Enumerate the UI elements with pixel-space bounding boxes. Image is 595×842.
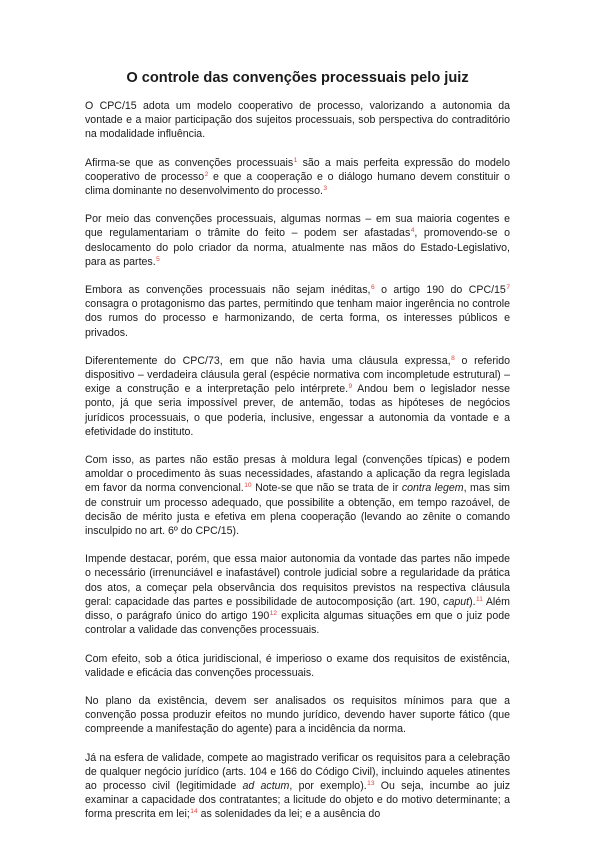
footnote-ref-12[interactable]: 12 <box>269 610 278 618</box>
text-run: são a mais perfeita expressão do modelo cooperativo de processo <box>85 156 511 183</box>
text-run: Andou bem o legislador nesse ponto, já que seria impossível prever, de antemão, todas as hipóteses de negócios jurídicos processuais, o que poderia, inclusive, engessar a autonomia da vontade e a efetividade do instituto. <box>85 383 510 438</box>
paragraph <box>85 652 510 680</box>
text-run: ). <box>469 595 476 608</box>
text-run: Por meio das convenções processuais, algumas normas – em sua maioria cogentes e que regulamentariam o trâmite do feito – podem ser afastadas <box>85 213 510 240</box>
text-run: No plano da existência, devem ser analisados os requisitos mínimos para que a convenção possa produzir efeitos no mundo jurídico, devendo haver suporte fático (que compreende a manifestação do agente) para a incidência da norma. <box>85 694 510 736</box>
paragraph <box>85 694 510 737</box>
text-run: Impende destacar, porém, que essa maior autonomia da vontade das partes não impede o necessário (irrenunciável e inafastável) controle judicial sobre a regularidade da prática dos atos, a começar pela observância dos requisitos previstos na respectiva cláusula geral: capacidade das partes e possibilidade de autocomposição (art. 190, <box>85 553 510 608</box>
footnote-ref-5[interactable]: 5 <box>156 255 160 263</box>
paragraph <box>85 354 510 439</box>
footnote-ref-3[interactable]: 3 <box>323 185 328 193</box>
footnote-ref-2[interactable]: 2 <box>204 170 209 178</box>
paragraph <box>85 99 510 142</box>
text-run: consagra o protagonismo das partes, permitindo que tenham maior ingerência no controle dos rumos do processo e harmonizando, de certa forma, os interesses públicos e privados. <box>85 298 510 339</box>
document-title: O controle das convenções processuais pelo juiz <box>126 70 469 86</box>
paragraph <box>85 156 510 199</box>
text-run: explicita algumas situações em que o juiz pode controlar a validade das convenções processuais. <box>85 610 510 637</box>
footnote-ref-14[interactable]: 14 <box>190 808 198 816</box>
text-run: Com isso, as partes não estão presas à moldura legal (convenções típicas) e podem amoldar o procedimento às suas necessidades, afastando a aplicação da regra legislada em favor da norma convencional. <box>85 454 510 495</box>
italic-term: caput <box>443 595 470 608</box>
footnote-ref-8[interactable]: 8 <box>451 354 455 362</box>
footnote-ref-11[interactable]: 11 <box>476 595 483 603</box>
footnote-ref-9[interactable]: 9 <box>348 383 353 391</box>
text-run: Diferentemente do CPC/73, em que não havia uma cláusula expressa, <box>85 354 451 367</box>
footnote-ref-13[interactable]: 13 <box>367 779 375 787</box>
text-run: Afirma-se que as convenções processuais <box>85 156 294 169</box>
paragraph <box>85 283 510 340</box>
italic-term: ad actum <box>242 779 290 792</box>
text-run: Ou seja, incumbe ao juiz examinar a capacidade dos contratantes; a licitude do objeto e do motivo determinante; a forma prescrita em lei; <box>85 779 511 821</box>
text-run: , por exemplo). <box>289 779 367 792</box>
text-run: as solenidades da lei; e a ausência do <box>197 808 381 821</box>
paragraph <box>85 751 510 822</box>
text-run: Com efeito, sob a ótica juridiscional, é imperioso o exame dos requisitos de existência, validade e eficácia das convenções processuais. <box>85 652 510 679</box>
italic-term: contra legem <box>401 482 464 495</box>
text-run: , promovendo-se o deslocamento do polo criador da norma, atualmente nas mãos do Estado-Legislativo, para as partes. <box>85 227 510 268</box>
text-run: e que a cooperação e o diálogo humano devem constituir o clima dominante no desenvolvimento do processo. <box>85 170 510 198</box>
text-run: , mas sim de construir um processo adequado, que possibilite a obtenção, em tempo razoável, de decisão de mérito justa e efetiva em plena cooperação (levando ao zênite o comando insculpido no art. 6º do CPC/15). <box>85 482 510 538</box>
text-run: o referido dispositivo – verdadeira cláusula geral (espécie normativa com incompletude estrutural) – exige a construção e a interpretação pelo intérprete. <box>85 354 510 396</box>
footnote-ref-1[interactable]: 1 <box>293 156 298 164</box>
document-body <box>85 99 510 836</box>
text-run: Além disso, o parágrafo único do artigo 190 <box>85 595 510 623</box>
footnote-ref-6[interactable]: 6 <box>370 284 375 292</box>
paragraph <box>85 212 510 269</box>
footnote-ref-10[interactable]: 10 <box>244 482 252 490</box>
footnote-ref-4[interactable]: 4 <box>410 227 415 235</box>
text-run: Já na esfera de validade, compete ao magistrado verificar os requisitos para a celebração de qualquer negócio jurídico (arts. 104 e 166 do Código Civil), incluindo aqueles atinentes ao processo civil (legitimidade <box>85 751 510 792</box>
paragraph <box>85 453 510 538</box>
text-run: Note-se que não se trata de ir <box>251 482 402 495</box>
text-run: O CPC/15 adota um modelo cooperativo de processo, valorizando a autonomia da vontade e a maior participação dos sujeitos processuais, sob perspectiva do contraditório na modalidade influência. <box>85 100 510 141</box>
paragraph <box>85 552 510 637</box>
footnote-ref-7[interactable]: 7 <box>506 284 510 292</box>
text-run: Embora as convenções processuais não sejam inéditas, <box>85 284 371 297</box>
text-run: o artigo 190 do CPC/15 <box>374 284 506 297</box>
